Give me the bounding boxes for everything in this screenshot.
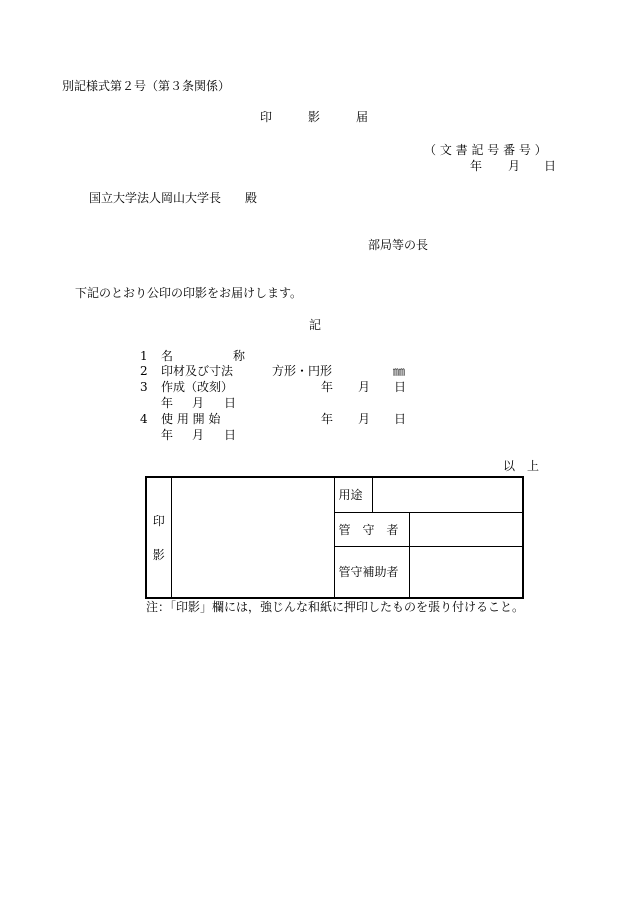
item-subdate-day: 日 [224,428,237,442]
item-date-year: 年 [321,380,334,394]
item-label-name: 名 称 [161,349,246,363]
ki-heading: 記 [309,318,322,332]
item-number: 3 [140,380,148,394]
footnote: 注：「印影」欄には，強じんな和紙に押印したものを張り付けること。 [146,600,525,614]
intro-text: 下記のとおり公印の印影をお届けします。 [75,286,303,300]
document-number: （ 文 書 記 号 番 号 ） [424,143,547,157]
item-label-start: 使 用 開 始 [161,412,221,426]
item-number: 4 [140,412,148,426]
item-date-day: 日 [394,380,407,394]
sender: 部局等の長 [368,238,429,252]
item-date-month: 月 [358,412,371,426]
item-number: 2 [140,364,148,378]
date-month: 月 [508,159,521,173]
item-subdate-year: 年 [161,396,174,410]
page-title: 印 影 届 [260,110,369,124]
item-date-year: 年 [321,412,334,426]
seal-label-bottom: 影 [152,547,165,562]
item-unit-mm: ㎜ [393,364,406,378]
item-date-month: 月 [358,380,371,394]
item-subdate-month: 月 [192,396,205,410]
item-value-shape: 方形・円形 [272,364,333,378]
item-subdate-day: 日 [224,396,237,410]
addressee: 国立大学法人岡山大学長 殿 [89,191,258,205]
custodian-label: 管 守 者 [334,512,409,546]
assistant-custodian-label: 管守補助者 [334,546,409,598]
date-year: 年 [470,159,483,173]
item-subdate-year: 年 [161,428,174,442]
form-reference: 別記様式第２号（第３条関係） [62,79,231,93]
usage-value-field[interactable] [372,477,523,512]
seal-label-cell [146,477,171,598]
seal-impression-area[interactable] [171,477,334,598]
item-label-material: 印材及び寸法 [161,364,234,378]
usage-label: 用途 [334,477,372,512]
item-number: 1 [140,349,148,363]
item-date-day: 日 [394,412,407,426]
item-subdate-month: 月 [192,428,205,442]
seal-label-top: 印 [152,513,165,528]
item-label-creation: 作成（改刻） [161,380,234,394]
custodian-value-field[interactable] [409,512,523,546]
closing-ijou: 以 上 [503,459,540,473]
date-day: 日 [544,159,557,173]
seal-table [145,476,524,599]
assistant-custodian-value-field[interactable] [409,546,523,598]
